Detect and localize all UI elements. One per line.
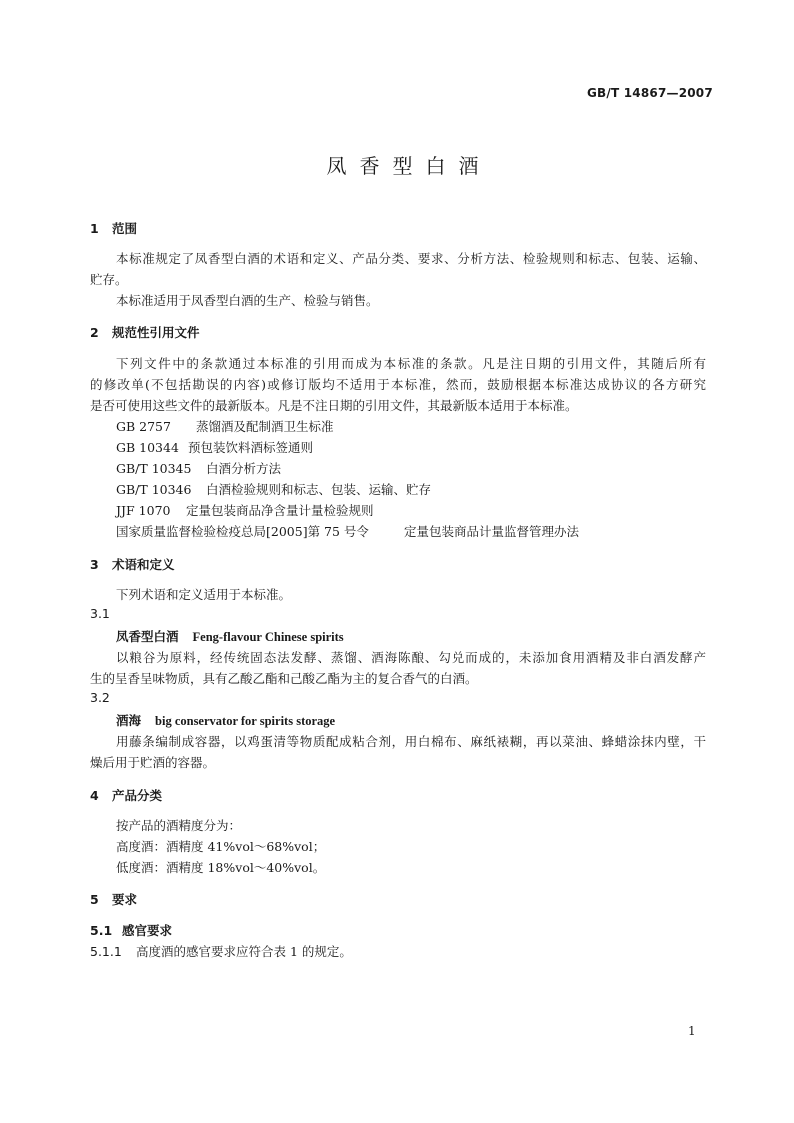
- reference-item: [116, 522, 579, 540]
- section-number: 1: [90, 221, 99, 236]
- document-title: 凤香型白酒: [326, 154, 492, 178]
- reference-code: GB/T 10345: [116, 461, 192, 476]
- classification-line: 低度酒：酒精度 18%vol～40%vol。: [116, 860, 326, 875]
- definition-line: 生的呈香呈味物质，具有乙酸乙酯和己酸乙酯为主的复合香气的白酒。: [90, 671, 478, 686]
- definition-line: 以粮谷为原料，经传统固态法发酵、蒸馏、酒海陈酿、勾兑而成的，未添加食用酒精及非白酒发酵产: [116, 650, 706, 665]
- term-chinese: 凤香型白酒: [116, 629, 179, 644]
- reference-title: 蒸馏酒及配制酒卫生标准: [196, 419, 334, 434]
- section-5-heading: [90, 890, 137, 908]
- reference-item: [116, 438, 313, 456]
- paragraph-line: 下列术语和定义适用于本标准。: [116, 587, 292, 602]
- paragraph-line: 是否可使用这些文件的最新版本。凡是不注日期的引用文件，其最新版本适用于本标准。: [90, 398, 578, 413]
- section-number: 3: [90, 557, 99, 572]
- section-number: 2: [90, 325, 99, 340]
- reference-item: [116, 480, 431, 498]
- clause-number-3-2: 3.2: [90, 690, 110, 705]
- reference-title: 白酒分析方法: [206, 461, 282, 476]
- reference-title: 白酒检验规则和标志、包装、运输、贮存: [206, 482, 432, 497]
- clause-5-1-1: [90, 942, 352, 960]
- reference-code: GB/T 10346: [116, 482, 192, 497]
- paragraph-line: 本标准适用于凤香型白酒的生产、检验与销售。: [116, 293, 379, 308]
- section-2-heading: [90, 323, 200, 341]
- reference-item: [116, 501, 374, 519]
- section-number: 5: [90, 892, 99, 907]
- paragraph-line: 的修改单(不包括勘误的内容)或修订版均不适用于本标准，然而，鼓励根据本标准达成协议的各方研究: [90, 377, 706, 392]
- reference-code: GB 2757: [116, 419, 171, 434]
- paragraph-line: 下列文件中的条款通过本标准的引用而成为本标准的条款。凡是注日期的引用文件，其随后所有: [116, 356, 706, 371]
- term-entry: [116, 627, 344, 645]
- definition-line: 用藤条编制成容器，以鸡蛋清等物质配成粘合剂，用白棉布、麻纸裱糊，再以菜油、蜂蜡涂抹内壁，干: [116, 734, 706, 749]
- section-title: 感官要求: [122, 923, 173, 938]
- reference-code: JJF 1070: [116, 503, 171, 518]
- section-title: 规范性引用文件: [112, 325, 200, 340]
- section-title: 要求: [112, 892, 138, 907]
- term-chinese: 酒海: [116, 713, 142, 728]
- reference-title: 定量包装商品净含量计量检验规则: [186, 503, 374, 518]
- section-number: 5.1: [90, 923, 113, 938]
- page-number: 1: [688, 1024, 696, 1038]
- reference-item: [116, 459, 281, 477]
- paragraph-line: 本标准规定了凤香型白酒的术语和定义、产品分类、要求、分析方法、检验规则和标志、包装、运输、: [116, 251, 706, 266]
- clause-number-3-1: 3.1: [90, 606, 110, 621]
- paragraph-line: 贮存。: [90, 272, 128, 287]
- section-title: 术语和定义: [112, 557, 175, 572]
- term-entry: [116, 711, 335, 729]
- reference-code: GB 10344: [116, 440, 179, 455]
- classification-line: 高度酒：酒精度 41%vol～68%vol；: [116, 839, 326, 854]
- reference-item: [116, 417, 334, 435]
- standard-code: GB/T 14867—2007: [587, 86, 713, 100]
- section-1-heading: [90, 219, 137, 237]
- term-english: big conservator for spirits storage: [155, 714, 336, 728]
- section-4-heading: [90, 786, 162, 804]
- section-title: 范围: [112, 221, 138, 236]
- reference-code: 国家质量监督检验检疫总局[2005]第 75 号令: [116, 524, 369, 539]
- reference-title: 定量包装商品计量监督管理办法: [404, 524, 580, 539]
- clause-number: 5.1.1: [90, 944, 122, 959]
- section-3-heading: [90, 555, 175, 573]
- classification-line: 按产品的酒精度分为：: [116, 818, 242, 833]
- section-number: 4: [90, 788, 99, 803]
- definition-line: 燥后用于贮酒的容器。: [90, 755, 216, 770]
- term-english: Feng-flavour Chinese spirits: [192, 630, 344, 644]
- section-title: 产品分类: [112, 788, 163, 803]
- clause-text: 高度酒的感官要求应符合表 1 的规定。: [136, 944, 352, 959]
- subsection-5-1-heading: [90, 921, 172, 939]
- reference-title: 预包装饮料酒标签通则: [188, 440, 314, 455]
